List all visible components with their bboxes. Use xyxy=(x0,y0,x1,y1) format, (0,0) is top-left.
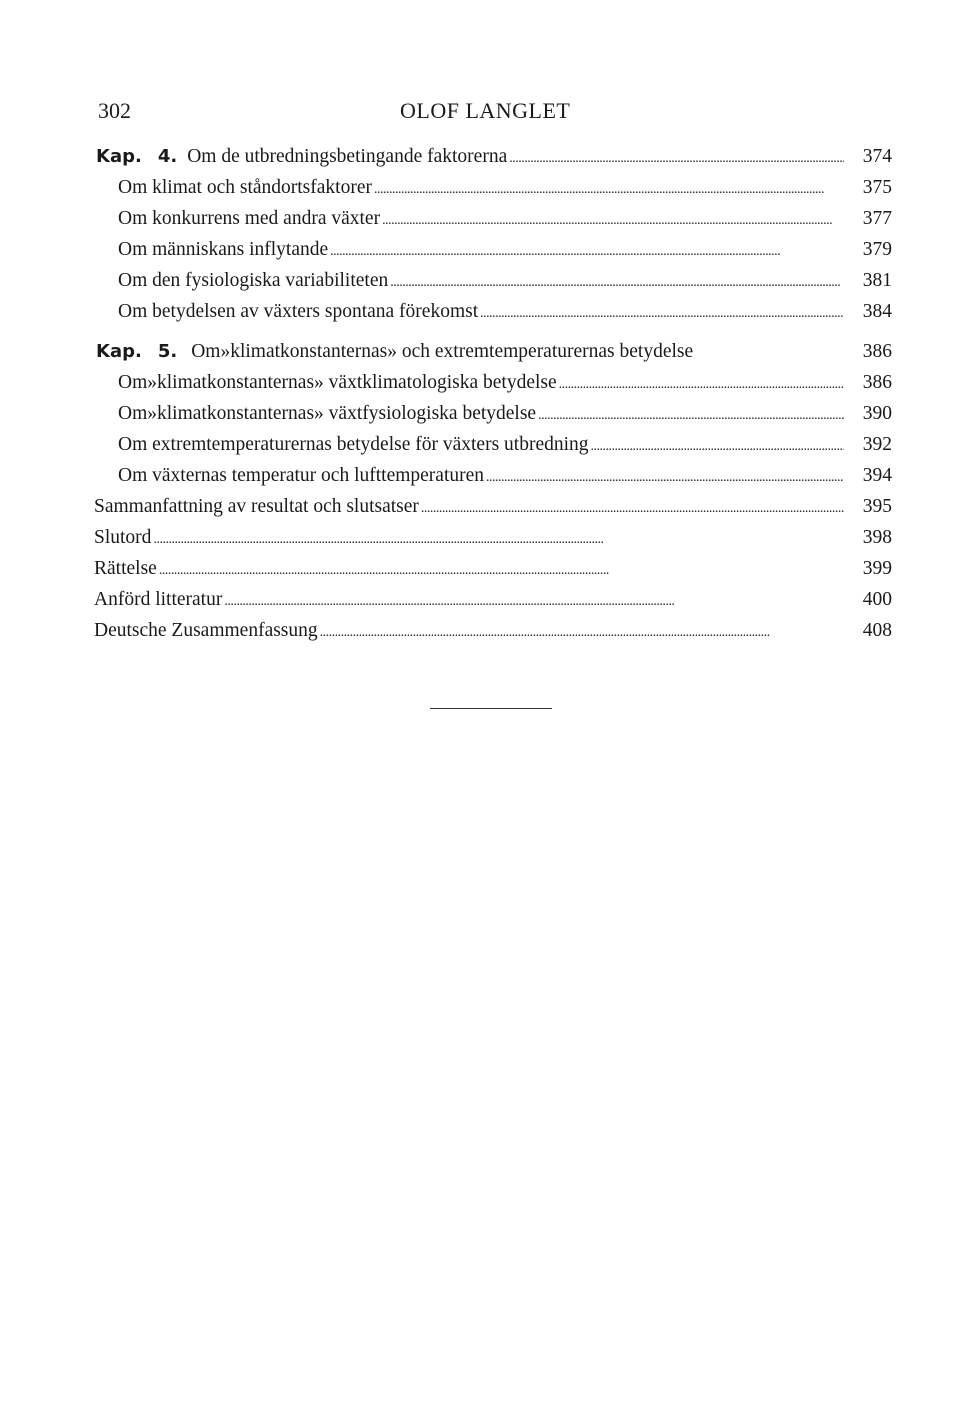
toc-entry-title: Om konkurrens med andra växter xyxy=(118,208,381,229)
toc-entry-title: Om»klimatkonstanternas» växtklimatologiska betydelse xyxy=(118,372,557,393)
toc-entry-page: 384 xyxy=(862,301,892,322)
toc-entry xyxy=(118,239,892,269)
toc-entry-page: 395 xyxy=(862,496,892,517)
toc-entry xyxy=(94,620,892,650)
toc-entry-title: Om människans inflytande xyxy=(118,239,329,260)
toc-entry-title: Om klimat och ståndortsfaktorer xyxy=(118,177,372,198)
toc-entry-page: 392 xyxy=(862,434,892,455)
page-number: 302 xyxy=(98,98,131,123)
chapter-number: 4. xyxy=(157,146,178,167)
closing-rule xyxy=(430,708,552,709)
dot-leader xyxy=(224,594,844,610)
toc-entry xyxy=(94,496,892,526)
toc-entry-page: 400 xyxy=(862,589,892,610)
toc-entry-page: 377 xyxy=(862,208,892,229)
toc-entry-kap-5 xyxy=(96,341,892,371)
toc-entry-page: 375 xyxy=(862,177,892,198)
toc-entry-page: 374 xyxy=(862,146,892,167)
toc-entry-page: 390 xyxy=(862,403,892,424)
toc-entry-title: Om de utbredningsbetingande faktorerna xyxy=(187,146,508,167)
toc-entry-title: Om extremtemperaturernas betydelse för växters utbredning xyxy=(118,434,589,455)
dot-leader xyxy=(330,244,844,260)
toc-entry xyxy=(94,558,892,588)
toc-entry-page: 381 xyxy=(862,270,892,291)
toc-entry-page: 379 xyxy=(862,239,892,260)
toc-entry xyxy=(118,372,892,402)
toc-entry-title: Deutsche Zusammenfassung xyxy=(94,620,318,641)
toc-entry-title: Sammanfattning av resultat och slutsatser xyxy=(94,496,419,517)
toc-entry-page: 394 xyxy=(862,465,892,486)
dot-leader xyxy=(591,439,844,455)
dot-leader xyxy=(480,306,844,322)
toc-entry-title: Om»klimatkonstanternas» växtfysiologiska betydelse xyxy=(118,403,537,424)
dot-leader xyxy=(153,532,844,548)
toc-entry xyxy=(118,270,892,300)
toc-entry-title: Slutord xyxy=(94,527,152,548)
dot-leader xyxy=(538,408,844,424)
toc-entry-page: 408 xyxy=(862,620,892,641)
dot-leader xyxy=(382,213,844,229)
chapter-label: Kap. xyxy=(96,146,142,167)
toc-entry xyxy=(118,208,892,238)
toc-entry xyxy=(94,527,892,557)
toc-entry xyxy=(118,434,892,464)
toc-entry-title: Om den fysiologiska variabiliteten xyxy=(118,270,389,291)
toc-entry xyxy=(118,177,892,207)
toc-entry-title: Om betydelsen av växters spontana förekomst xyxy=(118,301,479,322)
dot-leader xyxy=(559,377,844,393)
toc-entry-title: Rättelse xyxy=(94,558,157,579)
running-head: OLOF LANGLET xyxy=(400,98,571,123)
toc-entry-page: 399 xyxy=(862,558,892,579)
toc-entry-kap-4 xyxy=(96,146,892,176)
toc-entry-title: Om växternas temperatur och lufttemperaturen xyxy=(118,465,485,486)
chapter-label: Kap. xyxy=(96,341,142,362)
toc-entry-page: 386 xyxy=(862,341,892,362)
chapter-number: 5. xyxy=(157,341,178,362)
dot-leader xyxy=(421,501,844,517)
dot-leader xyxy=(486,470,844,486)
toc-entry-page: 398 xyxy=(862,527,892,548)
toc-entry xyxy=(118,465,892,495)
toc-entry-title: Anförd litteratur xyxy=(94,589,223,610)
dot-leader xyxy=(374,182,844,198)
toc-entry xyxy=(118,403,892,433)
toc-entry-page: 386 xyxy=(862,372,892,393)
dot-leader xyxy=(159,563,844,579)
dot-leader xyxy=(320,625,844,641)
toc-entry xyxy=(118,301,892,331)
toc-entry-title: Om»klimatkonstanternas» och extremtemperaturernas betydelse xyxy=(191,341,694,362)
dot-leader xyxy=(509,151,844,167)
dot-leader xyxy=(390,275,844,291)
toc-entry xyxy=(94,589,892,619)
